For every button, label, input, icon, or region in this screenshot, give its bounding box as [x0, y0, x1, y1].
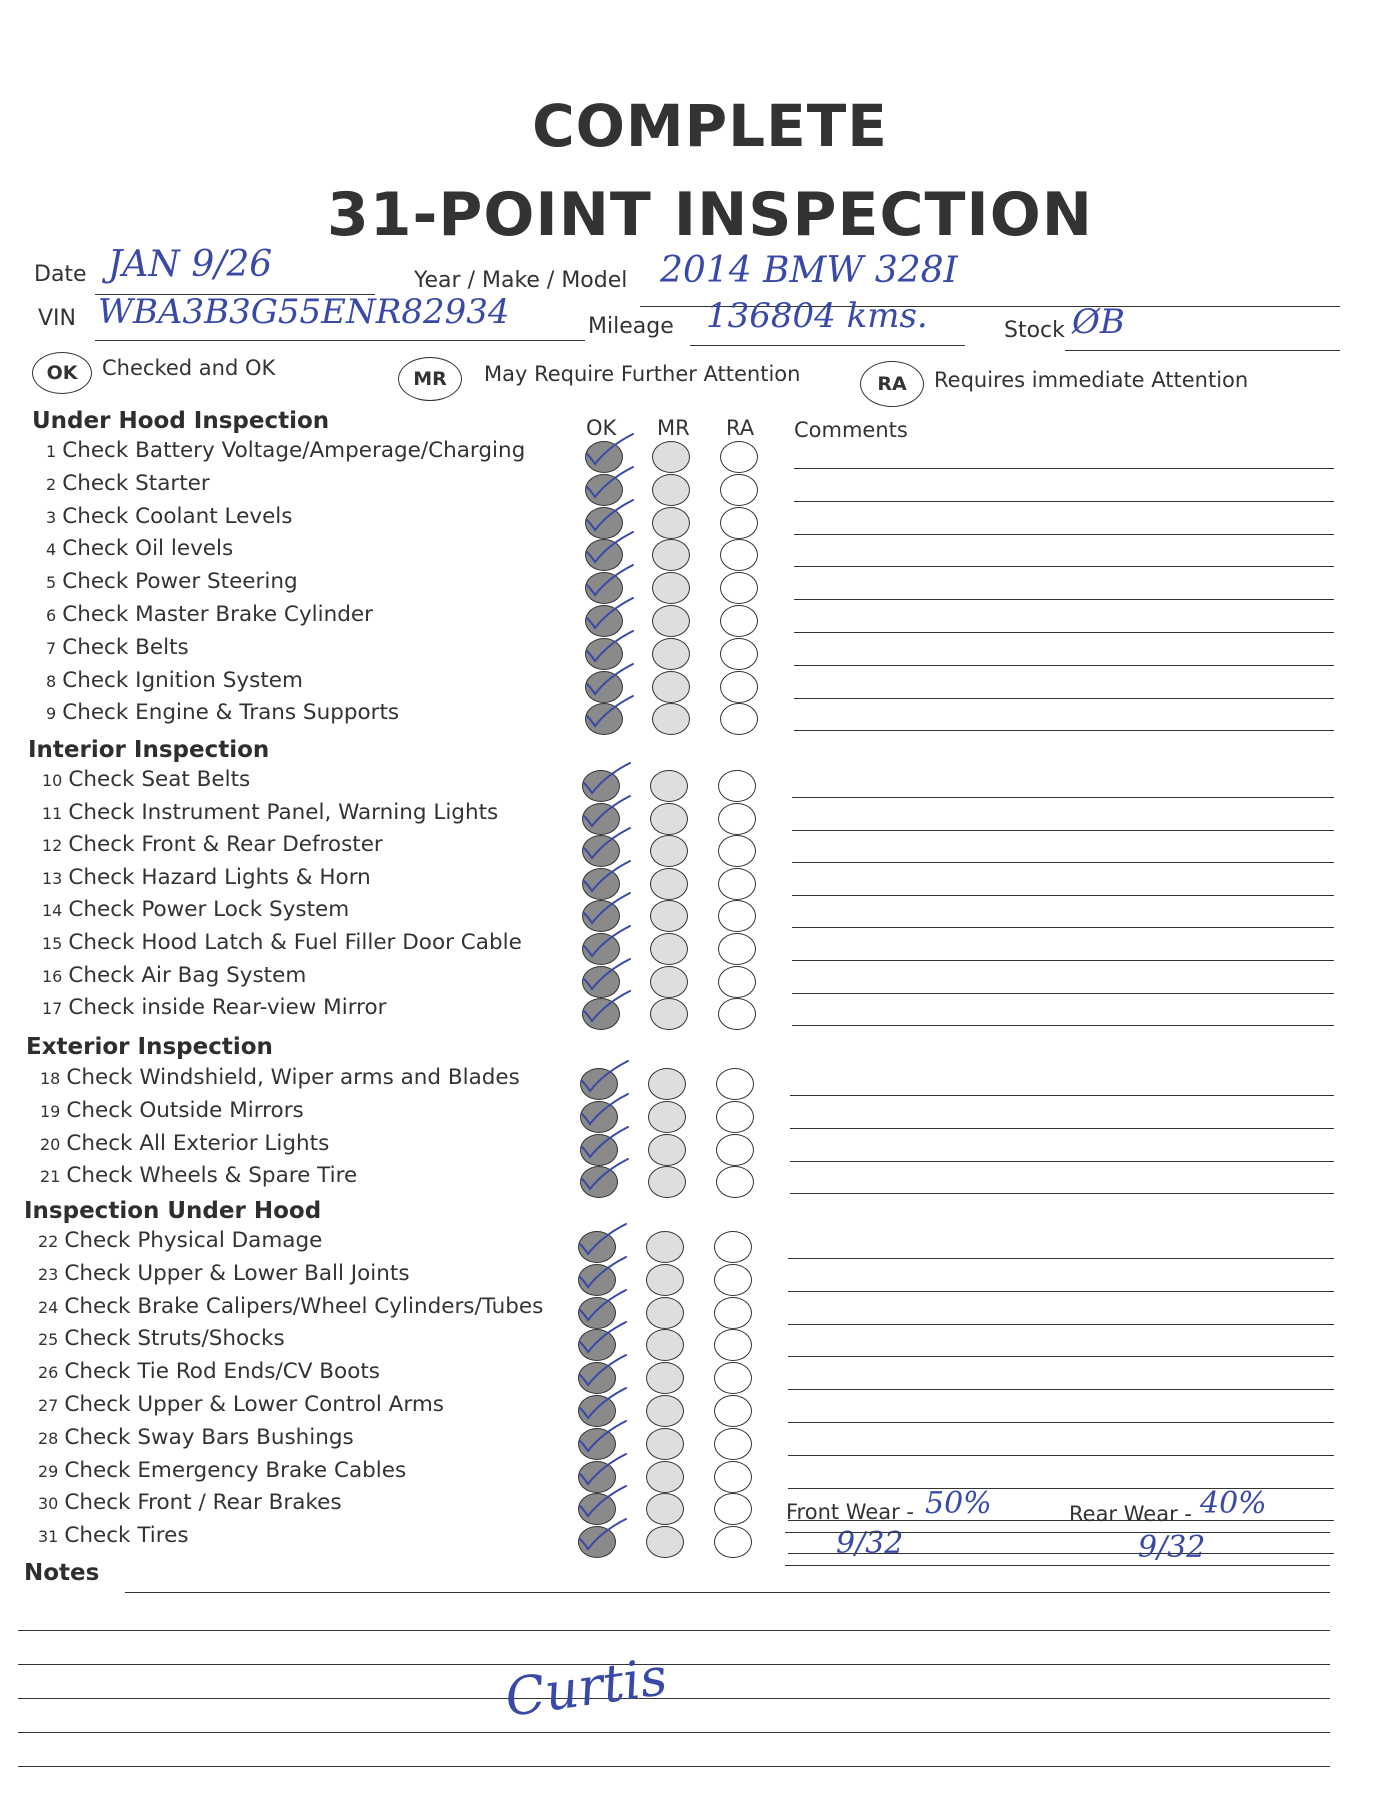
legend-ok-text: Checked and OK — [102, 356, 276, 380]
mileage-value: 136804 kms. — [706, 296, 928, 336]
comment-line[interactable] — [794, 665, 1334, 666]
item-number: 22 — [38, 1232, 59, 1251]
item-number: 10 — [42, 771, 63, 790]
bubble-mr[interactable] — [646, 1526, 684, 1558]
checklist-item — [46, 700, 399, 725]
column-ra: RA — [726, 416, 755, 440]
bubble-ra[interactable] — [714, 1395, 752, 1427]
bubble-ra[interactable] — [716, 1134, 754, 1166]
item-number: 1 — [46, 442, 57, 461]
legend-mr-badge: MR — [398, 357, 462, 401]
title-line-1: COMPLETE — [532, 92, 888, 160]
item-label: Check Hazard Lights & Horn — [68, 864, 371, 890]
item-label: Check Power Lock System — [68, 897, 350, 923]
item-label: Check Windshield, Wiper arms and Blades — [66, 1065, 520, 1090]
date-label: Date — [34, 262, 87, 287]
comment-line[interactable] — [794, 698, 1334, 699]
checkmark-icon — [578, 985, 638, 1029]
bubble-ra[interactable] — [718, 868, 756, 900]
checkmark-icon — [574, 1513, 634, 1557]
item-label: Check Brake Calipers/Wheel Cylinders/Tubes — [64, 1293, 544, 1319]
item-label: Check Outside Mirrors — [66, 1097, 304, 1123]
checklist-item — [42, 897, 349, 922]
item-number: 24 — [38, 1297, 59, 1317]
item-number: 6 — [46, 606, 57, 625]
checklist-item — [46, 438, 525, 463]
item-number: 30 — [38, 1494, 59, 1514]
section-heading: Under Hood Inspection — [32, 408, 330, 434]
checklist-item — [38, 1294, 543, 1319]
bubble-ra[interactable] — [720, 605, 758, 637]
rear-wear-label: Rear Wear - — [1069, 1502, 1192, 1526]
item-number: 28 — [38, 1428, 59, 1448]
comment-line[interactable] — [794, 730, 1334, 731]
bubble-ra[interactable] — [716, 1101, 754, 1133]
comment-line[interactable] — [794, 501, 1334, 502]
comment-line[interactable] — [794, 632, 1334, 633]
bubble-mr[interactable] — [646, 1362, 684, 1394]
bubble-ra[interactable] — [714, 1297, 752, 1329]
checklist-item — [38, 1523, 189, 1548]
bubble-ra[interactable] — [720, 572, 758, 604]
checklist-item — [38, 1228, 322, 1253]
column-mr: MR — [657, 416, 690, 440]
checklist-item — [46, 471, 210, 496]
comment-line[interactable] — [792, 830, 1334, 831]
comment-line[interactable] — [792, 927, 1334, 928]
item-number: 31 — [38, 1527, 59, 1547]
checklist-item — [42, 767, 250, 792]
checklist-item — [38, 1392, 444, 1417]
item-label: Check Hood Latch & Fuel Filler Door Cable — [68, 930, 522, 955]
bubble-mr[interactable] — [652, 605, 690, 637]
item-number: 4 — [46, 540, 57, 560]
bubble-ra[interactable] — [714, 1493, 752, 1525]
bubble-ra[interactable] — [714, 1526, 752, 1558]
mileage-label: Mileage — [588, 314, 674, 339]
item-number: 11 — [42, 803, 63, 823]
front-wear-depth: 9/32 — [836, 1526, 904, 1561]
item-label: Check Tie Rod Ends/CV Boots — [64, 1359, 380, 1385]
section-heading: Exterior Inspection — [26, 1034, 273, 1060]
checklist-item — [40, 1131, 329, 1156]
item-label: Check Struts/Shocks — [64, 1326, 285, 1352]
bubble-mr[interactable] — [646, 1329, 684, 1361]
vin-value: WBA3B3G55ENR82934 — [98, 292, 510, 332]
bubble-mr[interactable] — [646, 1493, 684, 1525]
item-label: Check Ignition System — [62, 667, 303, 693]
checklist-item — [46, 504, 292, 529]
bubble-ra[interactable] — [720, 671, 758, 703]
item-label: Check Tires — [64, 1523, 189, 1549]
item-label: Check Battery Voltage/Amperage/Charging — [62, 438, 526, 463]
bubble-mr[interactable] — [652, 703, 690, 735]
bubble-ra[interactable] — [718, 803, 756, 835]
checklist-item — [42, 865, 371, 890]
item-number: 23 — [38, 1264, 59, 1284]
rear-wear-value: 40% — [1200, 1486, 1267, 1521]
notes-label: Notes — [24, 1560, 100, 1586]
checklist-item — [38, 1490, 342, 1515]
vin-label: VIN — [38, 306, 76, 331]
item-label: Check Upper & Lower Ball Joints — [64, 1260, 410, 1286]
item-number: 29 — [38, 1461, 59, 1481]
date-value: JAN 9/26 — [108, 244, 273, 285]
item-label: Check Front / Rear Brakes — [64, 1490, 342, 1516]
item-label: Check Power Steering — [62, 569, 298, 595]
bubble-ra[interactable] — [720, 474, 758, 506]
bubble-ra[interactable] — [718, 770, 756, 802]
comment-line[interactable] — [788, 1422, 1334, 1423]
bubble-mr[interactable] — [652, 441, 690, 473]
bubble-mr[interactable] — [650, 998, 688, 1030]
bubble-mr[interactable] — [652, 539, 690, 571]
bubble-ra[interactable] — [720, 638, 758, 670]
bubble-ra[interactable] — [720, 441, 758, 473]
checklist-item — [42, 995, 387, 1020]
bubble-ra[interactable] — [718, 933, 756, 965]
checklist-item — [46, 668, 303, 693]
bubble-ra[interactable] — [716, 1068, 754, 1100]
front-wear-value: 50% — [925, 1486, 992, 1521]
comment-line[interactable] — [794, 534, 1334, 535]
section-heading: Inspection Under Hood — [24, 1198, 322, 1224]
bubble-ra[interactable] — [714, 1264, 752, 1296]
bubble-mr[interactable] — [650, 770, 688, 802]
bubble-mr[interactable] — [652, 671, 690, 703]
bubble-ra[interactable] — [714, 1461, 752, 1493]
legend-ok-badge: OK — [32, 352, 92, 394]
bubble-ra[interactable] — [720, 539, 758, 571]
legend-mr-text: May Require Further Attention — [484, 362, 801, 386]
checklist-item — [46, 602, 373, 627]
bubble-mr[interactable] — [652, 638, 690, 670]
item-number: 8 — [46, 671, 57, 691]
bubble-mr[interactable] — [652, 474, 690, 506]
checklist-item — [38, 1261, 410, 1286]
checklist-item — [46, 536, 233, 561]
comment-line[interactable] — [790, 1193, 1334, 1194]
bubble-ra[interactable] — [720, 703, 758, 735]
item-number: 12 — [42, 836, 63, 856]
bubble-mr[interactable] — [650, 803, 688, 835]
checklist-item — [38, 1326, 285, 1351]
bubble-ra[interactable] — [718, 835, 756, 867]
comment-line[interactable] — [792, 1025, 1334, 1026]
bubble-mr[interactable] — [646, 1231, 684, 1263]
bubble-ra[interactable] — [714, 1428, 752, 1460]
bubble-mr[interactable] — [650, 933, 688, 965]
bubble-ra[interactable] — [714, 1329, 752, 1361]
bubble-ra[interactable] — [718, 998, 756, 1030]
item-label: Check All Exterior Lights — [66, 1130, 330, 1156]
item-number: 16 — [42, 966, 63, 986]
bubble-mr[interactable] — [652, 507, 690, 539]
bubble-mr[interactable] — [646, 1395, 684, 1427]
item-label: Check Front & Rear Defroster — [68, 832, 383, 858]
checklist-item — [42, 832, 383, 857]
comment-line[interactable] — [792, 895, 1334, 896]
bubble-mr[interactable] — [646, 1264, 684, 1296]
item-number: 5 — [46, 573, 57, 593]
bubble-mr[interactable] — [648, 1101, 686, 1133]
bubble-mr[interactable] — [650, 900, 688, 932]
item-number: 26 — [38, 1363, 59, 1383]
bubble-mr[interactable] — [648, 1068, 686, 1100]
comment-line[interactable] — [788, 1356, 1334, 1357]
checklist-item — [40, 1098, 304, 1123]
checklist-item — [46, 635, 189, 660]
item-number: 13 — [42, 868, 63, 888]
item-number: 17 — [42, 999, 63, 1019]
item-label: Check Instrument Panel, Warning Lights — [68, 799, 499, 825]
comment-line[interactable] — [788, 1324, 1334, 1325]
comment-line[interactable] — [794, 468, 1334, 469]
checklist-item — [38, 1425, 354, 1450]
rear-wear-depth: 9/32 — [1138, 1530, 1206, 1565]
item-number: 2 — [46, 474, 57, 494]
bubble-ra[interactable] — [718, 966, 756, 998]
checklist-item — [38, 1359, 380, 1384]
comment-line[interactable] — [788, 1291, 1334, 1292]
stock-value: ØB — [1072, 302, 1125, 342]
checklist-item — [38, 1458, 406, 1483]
item-number: 21 — [40, 1167, 61, 1187]
bubble-mr[interactable] — [648, 1166, 686, 1198]
item-label: Check inside Rear-view Mirror — [68, 995, 387, 1021]
comment-line[interactable] — [788, 1389, 1334, 1390]
bubble-ra[interactable] — [716, 1166, 754, 1198]
item-label: Check Upper & Lower Control Arms — [64, 1392, 444, 1417]
legend-ra-text: Requires immediate Attention — [934, 368, 1249, 392]
comment-line[interactable] — [792, 960, 1334, 961]
bubble-mr[interactable] — [646, 1428, 684, 1460]
item-label: Check Wheels & Spare Tire — [66, 1163, 358, 1189]
checklist-item — [42, 930, 522, 955]
item-number: 3 — [46, 507, 57, 527]
item-label: Check Emergency Brake Cables — [64, 1457, 407, 1483]
checklist-item — [42, 963, 306, 988]
checkmark-icon — [581, 690, 641, 734]
legend-ra-badge: RA — [860, 361, 924, 407]
item-number: 19 — [40, 1101, 61, 1121]
comment-line[interactable] — [794, 566, 1334, 567]
bubble-mr[interactable] — [646, 1461, 684, 1493]
bubble-mr[interactable] — [650, 966, 688, 998]
checklist-item — [40, 1065, 520, 1090]
bubble-ra[interactable] — [720, 507, 758, 539]
item-label: Check Sway Bars Bushings — [64, 1424, 354, 1450]
item-number: 18 — [40, 1069, 61, 1088]
item-label: Check Belts — [62, 634, 189, 660]
item-label: Check Air Bag System — [68, 962, 307, 988]
column-comments: Comments — [794, 418, 908, 442]
checklist-item — [40, 1163, 357, 1188]
item-number: 9 — [46, 704, 57, 724]
bubble-ra[interactable] — [714, 1231, 752, 1263]
comment-line[interactable] — [790, 1095, 1334, 1096]
item-label: Check Oil levels — [62, 536, 234, 562]
comment-line[interactable] — [790, 1128, 1334, 1129]
comment-line[interactable] — [792, 862, 1334, 863]
item-number: 14 — [42, 901, 63, 921]
item-number: 27 — [38, 1396, 59, 1415]
front-wear-label: Front Wear - — [786, 1500, 914, 1524]
signature: Curtis — [501, 1646, 671, 1730]
item-number: 25 — [38, 1330, 59, 1350]
bubble-mr[interactable] — [646, 1297, 684, 1329]
item-label: Check Master Brake Cylinder — [62, 602, 373, 627]
ymm-label: Year / Make / Model — [414, 268, 628, 293]
item-number: 7 — [46, 638, 57, 658]
comment-line[interactable] — [790, 1161, 1334, 1162]
comment-line[interactable] — [788, 1258, 1334, 1259]
item-label: Check Physical Damage — [64, 1228, 323, 1253]
column-ok: OK — [586, 416, 617, 440]
comment-line[interactable] — [788, 1455, 1334, 1456]
stock-label: Stock — [1004, 318, 1065, 343]
checklist-item — [46, 569, 298, 594]
bubble-mr[interactable] — [650, 835, 688, 867]
bubble-mr[interactable] — [652, 572, 690, 604]
comment-line[interactable] — [792, 993, 1334, 994]
item-label: Check Seat Belts — [68, 767, 251, 792]
title-line-2: 31-POINT INSPECTION — [327, 180, 1093, 250]
ymm-value: 2014 BMW 328I — [660, 250, 958, 291]
item-number: 15 — [42, 934, 63, 953]
item-number: 20 — [40, 1134, 61, 1154]
item-label: Check Coolant Levels — [62, 503, 293, 529]
item-label: Check Starter — [62, 470, 210, 496]
bubble-mr[interactable] — [648, 1134, 686, 1166]
section-heading: Interior Inspection — [28, 737, 270, 763]
bubble-ra[interactable] — [714, 1362, 752, 1394]
bubble-ra[interactable] — [718, 900, 756, 932]
checklist-item — [42, 800, 498, 825]
checkmark-icon — [576, 1153, 636, 1197]
comment-line[interactable] — [792, 797, 1334, 798]
comment-line[interactable] — [794, 599, 1334, 600]
item-label: Check Engine & Trans Supports — [62, 700, 400, 726]
bubble-mr[interactable] — [650, 868, 688, 900]
